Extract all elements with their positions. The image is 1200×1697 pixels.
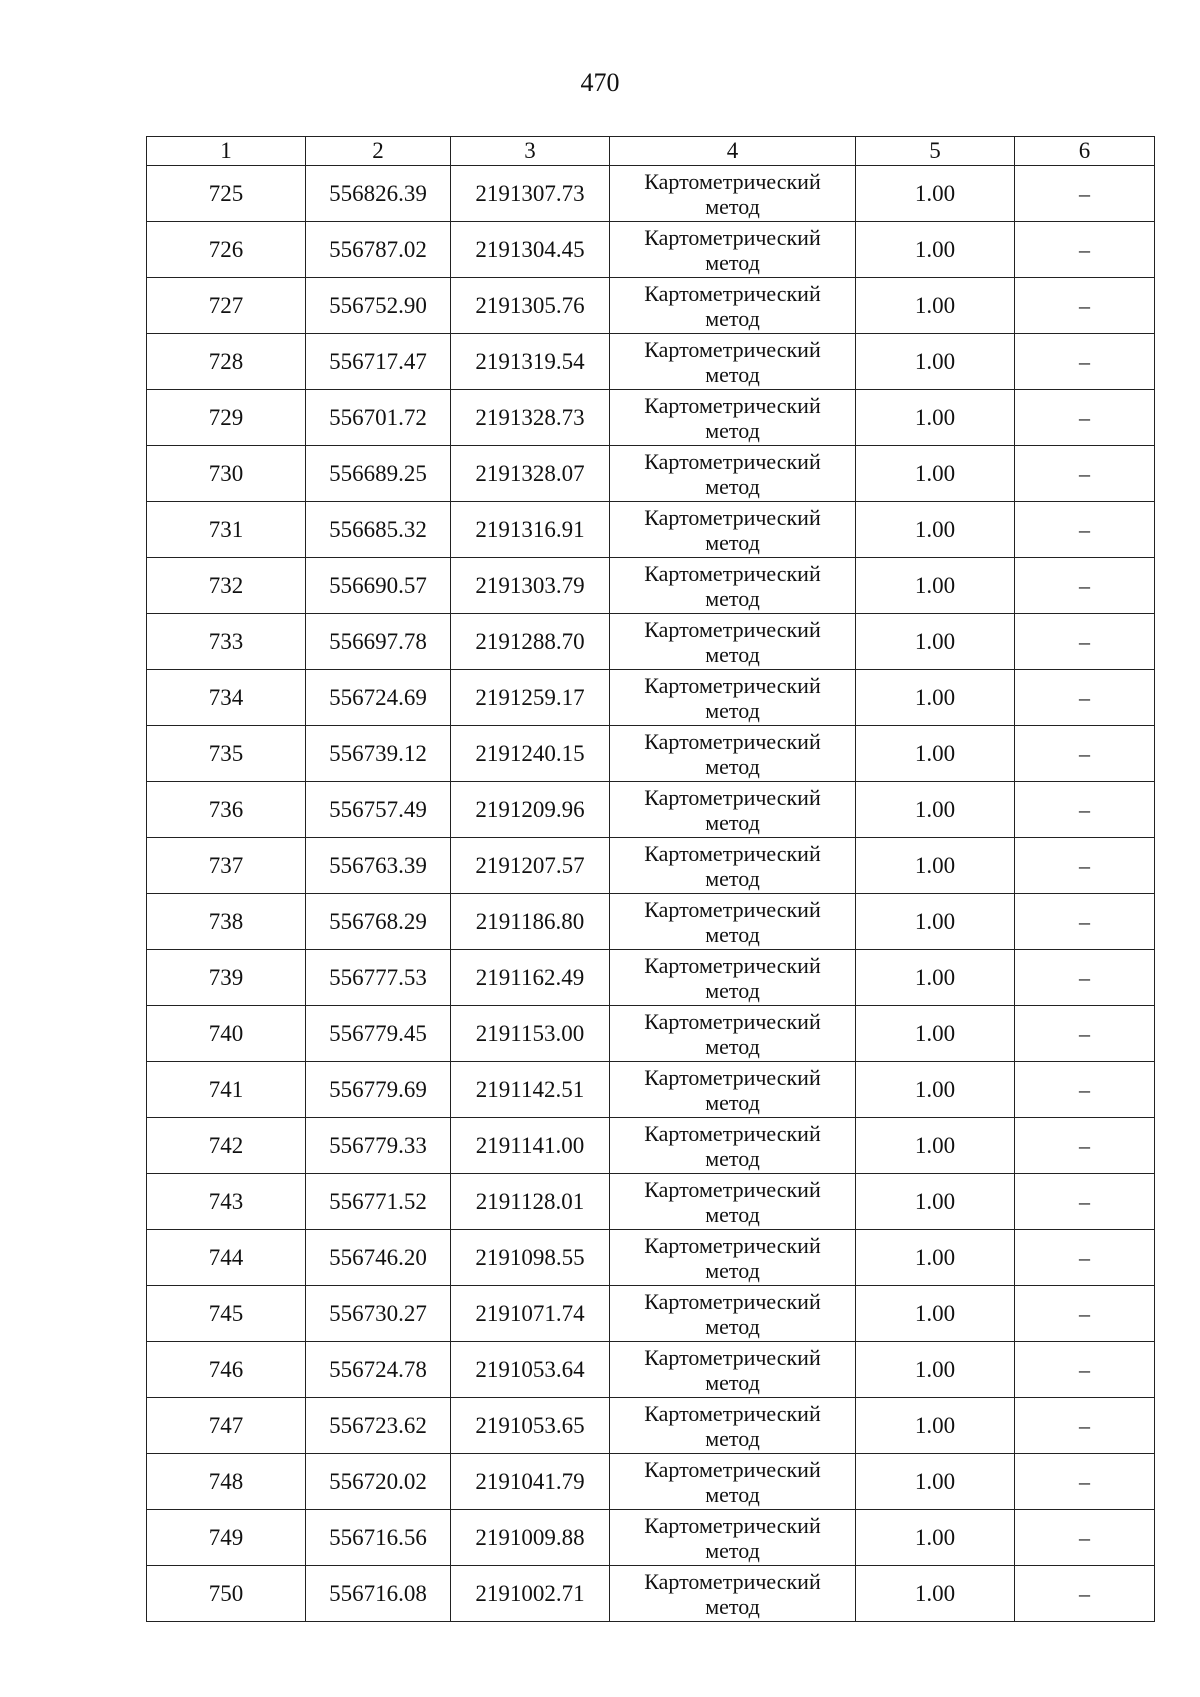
note-cell: – bbox=[1015, 390, 1155, 446]
accuracy-cell: 1.00 bbox=[856, 614, 1015, 670]
point-number-cell: 725 bbox=[147, 166, 306, 222]
point-number-cell: 741 bbox=[147, 1062, 306, 1118]
accuracy-cell: 1.00 bbox=[856, 838, 1015, 894]
x-coordinate-cell: 556752.90 bbox=[306, 278, 451, 334]
method-line-2: метод bbox=[705, 1201, 760, 1227]
table-row bbox=[147, 726, 1155, 782]
coordinates-table bbox=[146, 136, 1155, 1622]
x-coordinate-cell: 556689.25 bbox=[306, 446, 451, 502]
x-coordinate-cell: 556779.45 bbox=[306, 1006, 451, 1062]
method-line-2: метод bbox=[705, 585, 760, 611]
note-cell: – bbox=[1015, 670, 1155, 726]
method-line-2: метод bbox=[705, 641, 760, 667]
accuracy-cell: 1.00 bbox=[856, 334, 1015, 390]
note-cell: – bbox=[1015, 1342, 1155, 1398]
y-coordinate-cell: 2191305.76 bbox=[451, 278, 610, 334]
table-row bbox=[147, 670, 1155, 726]
method-cell bbox=[610, 726, 856, 782]
accuracy-cell: 1.00 bbox=[856, 1230, 1015, 1286]
note-cell: – bbox=[1015, 446, 1155, 502]
note-cell: – bbox=[1015, 1454, 1155, 1510]
x-coordinate-cell: 556724.69 bbox=[306, 670, 451, 726]
point-number-cell: 746 bbox=[147, 1342, 306, 1398]
method-line-1: Картометрический bbox=[644, 1176, 821, 1202]
accuracy-cell: 1.00 bbox=[856, 1510, 1015, 1566]
method-cell bbox=[610, 166, 856, 222]
method-line-1: Картометрический bbox=[644, 1288, 821, 1314]
x-coordinate-cell: 556723.62 bbox=[306, 1398, 451, 1454]
method-cell bbox=[610, 1230, 856, 1286]
method-line-2: метод bbox=[705, 977, 760, 1003]
method-line-1: Картометрический bbox=[644, 1008, 821, 1034]
accuracy-cell: 1.00 bbox=[856, 446, 1015, 502]
accuracy-cell: 1.00 bbox=[856, 1286, 1015, 1342]
table-row bbox=[147, 558, 1155, 614]
y-coordinate-cell: 2191142.51 bbox=[451, 1062, 610, 1118]
method-line-1: Картометрический bbox=[644, 1120, 821, 1146]
accuracy-cell: 1.00 bbox=[856, 1062, 1015, 1118]
x-coordinate-cell: 556757.49 bbox=[306, 782, 451, 838]
method-line-2: метод bbox=[705, 1033, 760, 1059]
y-coordinate-cell: 2191307.73 bbox=[451, 166, 610, 222]
x-coordinate-cell: 556779.33 bbox=[306, 1118, 451, 1174]
note-cell: – bbox=[1015, 1510, 1155, 1566]
y-coordinate-cell: 2191053.64 bbox=[451, 1342, 610, 1398]
y-coordinate-cell: 2191098.55 bbox=[451, 1230, 610, 1286]
method-line-2: метод bbox=[705, 697, 760, 723]
x-coordinate-cell: 556701.72 bbox=[306, 390, 451, 446]
table-row bbox=[147, 222, 1155, 278]
x-coordinate-cell: 556739.12 bbox=[306, 726, 451, 782]
point-number-cell: 735 bbox=[147, 726, 306, 782]
method-line-2: метод bbox=[705, 361, 760, 387]
accuracy-cell: 1.00 bbox=[856, 558, 1015, 614]
table-row bbox=[147, 1398, 1155, 1454]
method-line-2: метод bbox=[705, 1145, 760, 1171]
accuracy-cell: 1.00 bbox=[856, 502, 1015, 558]
y-coordinate-cell: 2191209.96 bbox=[451, 782, 610, 838]
x-coordinate-cell: 556777.53 bbox=[306, 950, 451, 1006]
method-line-1: Картометрический bbox=[644, 560, 821, 586]
note-cell: – bbox=[1015, 726, 1155, 782]
note-cell: – bbox=[1015, 222, 1155, 278]
accuracy-cell: 1.00 bbox=[856, 1174, 1015, 1230]
accuracy-cell: 1.00 bbox=[856, 1118, 1015, 1174]
accuracy-cell: 1.00 bbox=[856, 1398, 1015, 1454]
note-cell: – bbox=[1015, 1286, 1155, 1342]
method-line-2: метод bbox=[705, 1481, 760, 1507]
y-coordinate-cell: 2191240.15 bbox=[451, 726, 610, 782]
accuracy-cell: 1.00 bbox=[856, 1006, 1015, 1062]
method-line-2: метод bbox=[705, 921, 760, 947]
y-coordinate-cell: 2191316.91 bbox=[451, 502, 610, 558]
method-cell bbox=[610, 894, 856, 950]
method-line-1: Картометрический bbox=[644, 224, 821, 250]
point-number-cell: 736 bbox=[147, 782, 306, 838]
y-coordinate-cell: 2191162.49 bbox=[451, 950, 610, 1006]
table-row bbox=[147, 166, 1155, 222]
table-row bbox=[147, 446, 1155, 502]
method-line-1: Картометрический bbox=[644, 280, 821, 306]
note-cell: – bbox=[1015, 558, 1155, 614]
method-line-2: метод bbox=[705, 249, 760, 275]
x-coordinate-cell: 556685.32 bbox=[306, 502, 451, 558]
note-cell: – bbox=[1015, 838, 1155, 894]
method-line-2: метод bbox=[705, 1369, 760, 1395]
point-number-cell: 739 bbox=[147, 950, 306, 1006]
method-line-2: метод bbox=[705, 1537, 760, 1563]
x-coordinate-cell: 556763.39 bbox=[306, 838, 451, 894]
y-coordinate-cell: 2191141.00 bbox=[451, 1118, 610, 1174]
note-cell: – bbox=[1015, 782, 1155, 838]
accuracy-cell: 1.00 bbox=[856, 1342, 1015, 1398]
point-number-cell: 744 bbox=[147, 1230, 306, 1286]
method-line-2: метод bbox=[705, 417, 760, 443]
method-line-2: метод bbox=[705, 809, 760, 835]
column-header: 1 bbox=[147, 137, 306, 166]
method-line-1: Картометрический bbox=[644, 1568, 821, 1594]
note-cell: – bbox=[1015, 1006, 1155, 1062]
table-row bbox=[147, 278, 1155, 334]
table-row bbox=[147, 1510, 1155, 1566]
accuracy-cell: 1.00 bbox=[856, 1566, 1015, 1622]
x-coordinate-cell: 556720.02 bbox=[306, 1454, 451, 1510]
note-cell: – bbox=[1015, 1118, 1155, 1174]
method-cell bbox=[610, 1118, 856, 1174]
method-cell bbox=[610, 278, 856, 334]
y-coordinate-cell: 2191153.00 bbox=[451, 1006, 610, 1062]
x-coordinate-cell: 556787.02 bbox=[306, 222, 451, 278]
method-cell bbox=[610, 1006, 856, 1062]
table-row bbox=[147, 1454, 1155, 1510]
note-cell: – bbox=[1015, 614, 1155, 670]
table-row bbox=[147, 1006, 1155, 1062]
accuracy-cell: 1.00 bbox=[856, 1454, 1015, 1510]
table-row bbox=[147, 782, 1155, 838]
accuracy-cell: 1.00 bbox=[856, 782, 1015, 838]
note-cell: – bbox=[1015, 166, 1155, 222]
x-coordinate-cell: 556690.57 bbox=[306, 558, 451, 614]
y-coordinate-cell: 2191303.79 bbox=[451, 558, 610, 614]
method-cell bbox=[610, 838, 856, 894]
note-cell: – bbox=[1015, 334, 1155, 390]
table-row bbox=[147, 1286, 1155, 1342]
method-line-1: Картометрический bbox=[644, 952, 821, 978]
table-header-row bbox=[147, 137, 1155, 166]
accuracy-cell: 1.00 bbox=[856, 390, 1015, 446]
x-coordinate-cell: 556746.20 bbox=[306, 1230, 451, 1286]
method-line-2: метод bbox=[705, 1257, 760, 1283]
note-cell: – bbox=[1015, 894, 1155, 950]
table-row bbox=[147, 334, 1155, 390]
note-cell: – bbox=[1015, 1398, 1155, 1454]
method-line-2: метод bbox=[705, 529, 760, 555]
point-number-cell: 726 bbox=[147, 222, 306, 278]
y-coordinate-cell: 2191259.17 bbox=[451, 670, 610, 726]
table-row bbox=[147, 1566, 1155, 1622]
method-cell bbox=[610, 446, 856, 502]
accuracy-cell: 1.00 bbox=[856, 166, 1015, 222]
accuracy-cell: 1.00 bbox=[856, 726, 1015, 782]
x-coordinate-cell: 556826.39 bbox=[306, 166, 451, 222]
column-header: 6 bbox=[1015, 137, 1155, 166]
y-coordinate-cell: 2191128.01 bbox=[451, 1174, 610, 1230]
point-number-cell: 748 bbox=[147, 1454, 306, 1510]
method-cell bbox=[610, 222, 856, 278]
point-number-cell: 734 bbox=[147, 670, 306, 726]
x-coordinate-cell: 556768.29 bbox=[306, 894, 451, 950]
method-line-1: Картометрический bbox=[644, 504, 821, 530]
method-line-1: Картометрический bbox=[644, 784, 821, 810]
method-cell bbox=[610, 950, 856, 1006]
y-coordinate-cell: 2191319.54 bbox=[451, 334, 610, 390]
method-line-2: метод bbox=[705, 1089, 760, 1115]
table-row bbox=[147, 390, 1155, 446]
method-cell bbox=[610, 1566, 856, 1622]
point-number-cell: 745 bbox=[147, 1286, 306, 1342]
table-row bbox=[147, 838, 1155, 894]
method-line-2: метод bbox=[705, 193, 760, 219]
y-coordinate-cell: 2191009.88 bbox=[451, 1510, 610, 1566]
column-header: 4 bbox=[610, 137, 856, 166]
point-number-cell: 730 bbox=[147, 446, 306, 502]
table-row bbox=[147, 614, 1155, 670]
table-row bbox=[147, 1230, 1155, 1286]
method-line-1: Картометрический bbox=[644, 1064, 821, 1090]
accuracy-cell: 1.00 bbox=[856, 278, 1015, 334]
point-number-cell: 733 bbox=[147, 614, 306, 670]
method-line-2: метод bbox=[705, 1593, 760, 1619]
y-coordinate-cell: 2191071.74 bbox=[451, 1286, 610, 1342]
note-cell: – bbox=[1015, 1174, 1155, 1230]
x-coordinate-cell: 556779.69 bbox=[306, 1062, 451, 1118]
method-cell bbox=[610, 1174, 856, 1230]
point-number-cell: 737 bbox=[147, 838, 306, 894]
column-header: 5 bbox=[856, 137, 1015, 166]
point-number-cell: 743 bbox=[147, 1174, 306, 1230]
point-number-cell: 738 bbox=[147, 894, 306, 950]
method-line-1: Картометрический bbox=[644, 1232, 821, 1258]
y-coordinate-cell: 2191186.80 bbox=[451, 894, 610, 950]
method-line-2: метод bbox=[705, 1425, 760, 1451]
table-row bbox=[147, 894, 1155, 950]
point-number-cell: 731 bbox=[147, 502, 306, 558]
page-number: 470 bbox=[580, 68, 620, 97]
x-coordinate-cell: 556716.08 bbox=[306, 1566, 451, 1622]
x-coordinate-cell: 556771.52 bbox=[306, 1174, 451, 1230]
method-cell bbox=[610, 334, 856, 390]
table-row bbox=[147, 1342, 1155, 1398]
point-number-cell: 727 bbox=[147, 278, 306, 334]
x-coordinate-cell: 556730.27 bbox=[306, 1286, 451, 1342]
method-cell bbox=[610, 670, 856, 726]
note-cell: – bbox=[1015, 1566, 1155, 1622]
table-row bbox=[147, 950, 1155, 1006]
method-line-1: Картометрический bbox=[644, 672, 821, 698]
y-coordinate-cell: 2191328.07 bbox=[451, 446, 610, 502]
method-cell bbox=[610, 1398, 856, 1454]
method-line-1: Картометрический bbox=[644, 392, 821, 418]
note-cell: – bbox=[1015, 1230, 1155, 1286]
method-line-1: Картометрический bbox=[644, 448, 821, 474]
note-cell: – bbox=[1015, 502, 1155, 558]
x-coordinate-cell: 556716.56 bbox=[306, 1510, 451, 1566]
table-row bbox=[147, 1118, 1155, 1174]
method-cell bbox=[610, 502, 856, 558]
method-line-1: Картометрический bbox=[644, 896, 821, 922]
x-coordinate-cell: 556724.78 bbox=[306, 1342, 451, 1398]
table-row bbox=[147, 1062, 1155, 1118]
method-line-2: метод bbox=[705, 1313, 760, 1339]
note-cell: – bbox=[1015, 1062, 1155, 1118]
y-coordinate-cell: 2191207.57 bbox=[451, 838, 610, 894]
method-line-1: Картометрический bbox=[644, 616, 821, 642]
method-cell bbox=[610, 1342, 856, 1398]
table-body bbox=[147, 166, 1155, 1622]
point-number-cell: 747 bbox=[147, 1398, 306, 1454]
accuracy-cell: 1.00 bbox=[856, 950, 1015, 1006]
method-line-1: Картометрический bbox=[644, 840, 821, 866]
point-number-cell: 750 bbox=[147, 1566, 306, 1622]
x-coordinate-cell: 556697.78 bbox=[306, 614, 451, 670]
method-line-1: Картометрический bbox=[644, 1456, 821, 1482]
method-cell bbox=[610, 782, 856, 838]
point-number-cell: 732 bbox=[147, 558, 306, 614]
method-line-1: Картометрический bbox=[644, 1400, 821, 1426]
method-cell bbox=[610, 1510, 856, 1566]
point-number-cell: 740 bbox=[147, 1006, 306, 1062]
note-cell: – bbox=[1015, 278, 1155, 334]
point-number-cell: 749 bbox=[147, 1510, 306, 1566]
table-row bbox=[147, 502, 1155, 558]
column-header: 3 bbox=[451, 137, 610, 166]
y-coordinate-cell: 2191041.79 bbox=[451, 1454, 610, 1510]
y-coordinate-cell: 2191304.45 bbox=[451, 222, 610, 278]
method-cell bbox=[610, 1454, 856, 1510]
x-coordinate-cell: 556717.47 bbox=[306, 334, 451, 390]
point-number-cell: 728 bbox=[147, 334, 306, 390]
column-header: 2 bbox=[306, 137, 451, 166]
y-coordinate-cell: 2191288.70 bbox=[451, 614, 610, 670]
accuracy-cell: 1.00 bbox=[856, 670, 1015, 726]
method-line-1: Картометрический bbox=[644, 336, 821, 362]
method-line-2: метод bbox=[705, 473, 760, 499]
method-line-2: метод bbox=[705, 753, 760, 779]
method-line-2: метод bbox=[705, 865, 760, 891]
method-cell bbox=[610, 1062, 856, 1118]
method-cell bbox=[610, 558, 856, 614]
method-cell bbox=[610, 614, 856, 670]
accuracy-cell: 1.00 bbox=[856, 894, 1015, 950]
method-line-1: Картометрический bbox=[644, 168, 821, 194]
y-coordinate-cell: 2191002.71 bbox=[451, 1566, 610, 1622]
y-coordinate-cell: 2191053.65 bbox=[451, 1398, 610, 1454]
method-line-1: Картометрический bbox=[644, 1512, 821, 1538]
method-line-1: Картометрический bbox=[644, 1344, 821, 1370]
point-number-cell: 742 bbox=[147, 1118, 306, 1174]
table-row bbox=[147, 1174, 1155, 1230]
y-coordinate-cell: 2191328.73 bbox=[451, 390, 610, 446]
method-line-1: Картометрический bbox=[644, 728, 821, 754]
method-cell bbox=[610, 1286, 856, 1342]
method-cell bbox=[610, 390, 856, 446]
accuracy-cell: 1.00 bbox=[856, 222, 1015, 278]
method-line-2: метод bbox=[705, 305, 760, 331]
point-number-cell: 729 bbox=[147, 390, 306, 446]
note-cell: – bbox=[1015, 950, 1155, 1006]
